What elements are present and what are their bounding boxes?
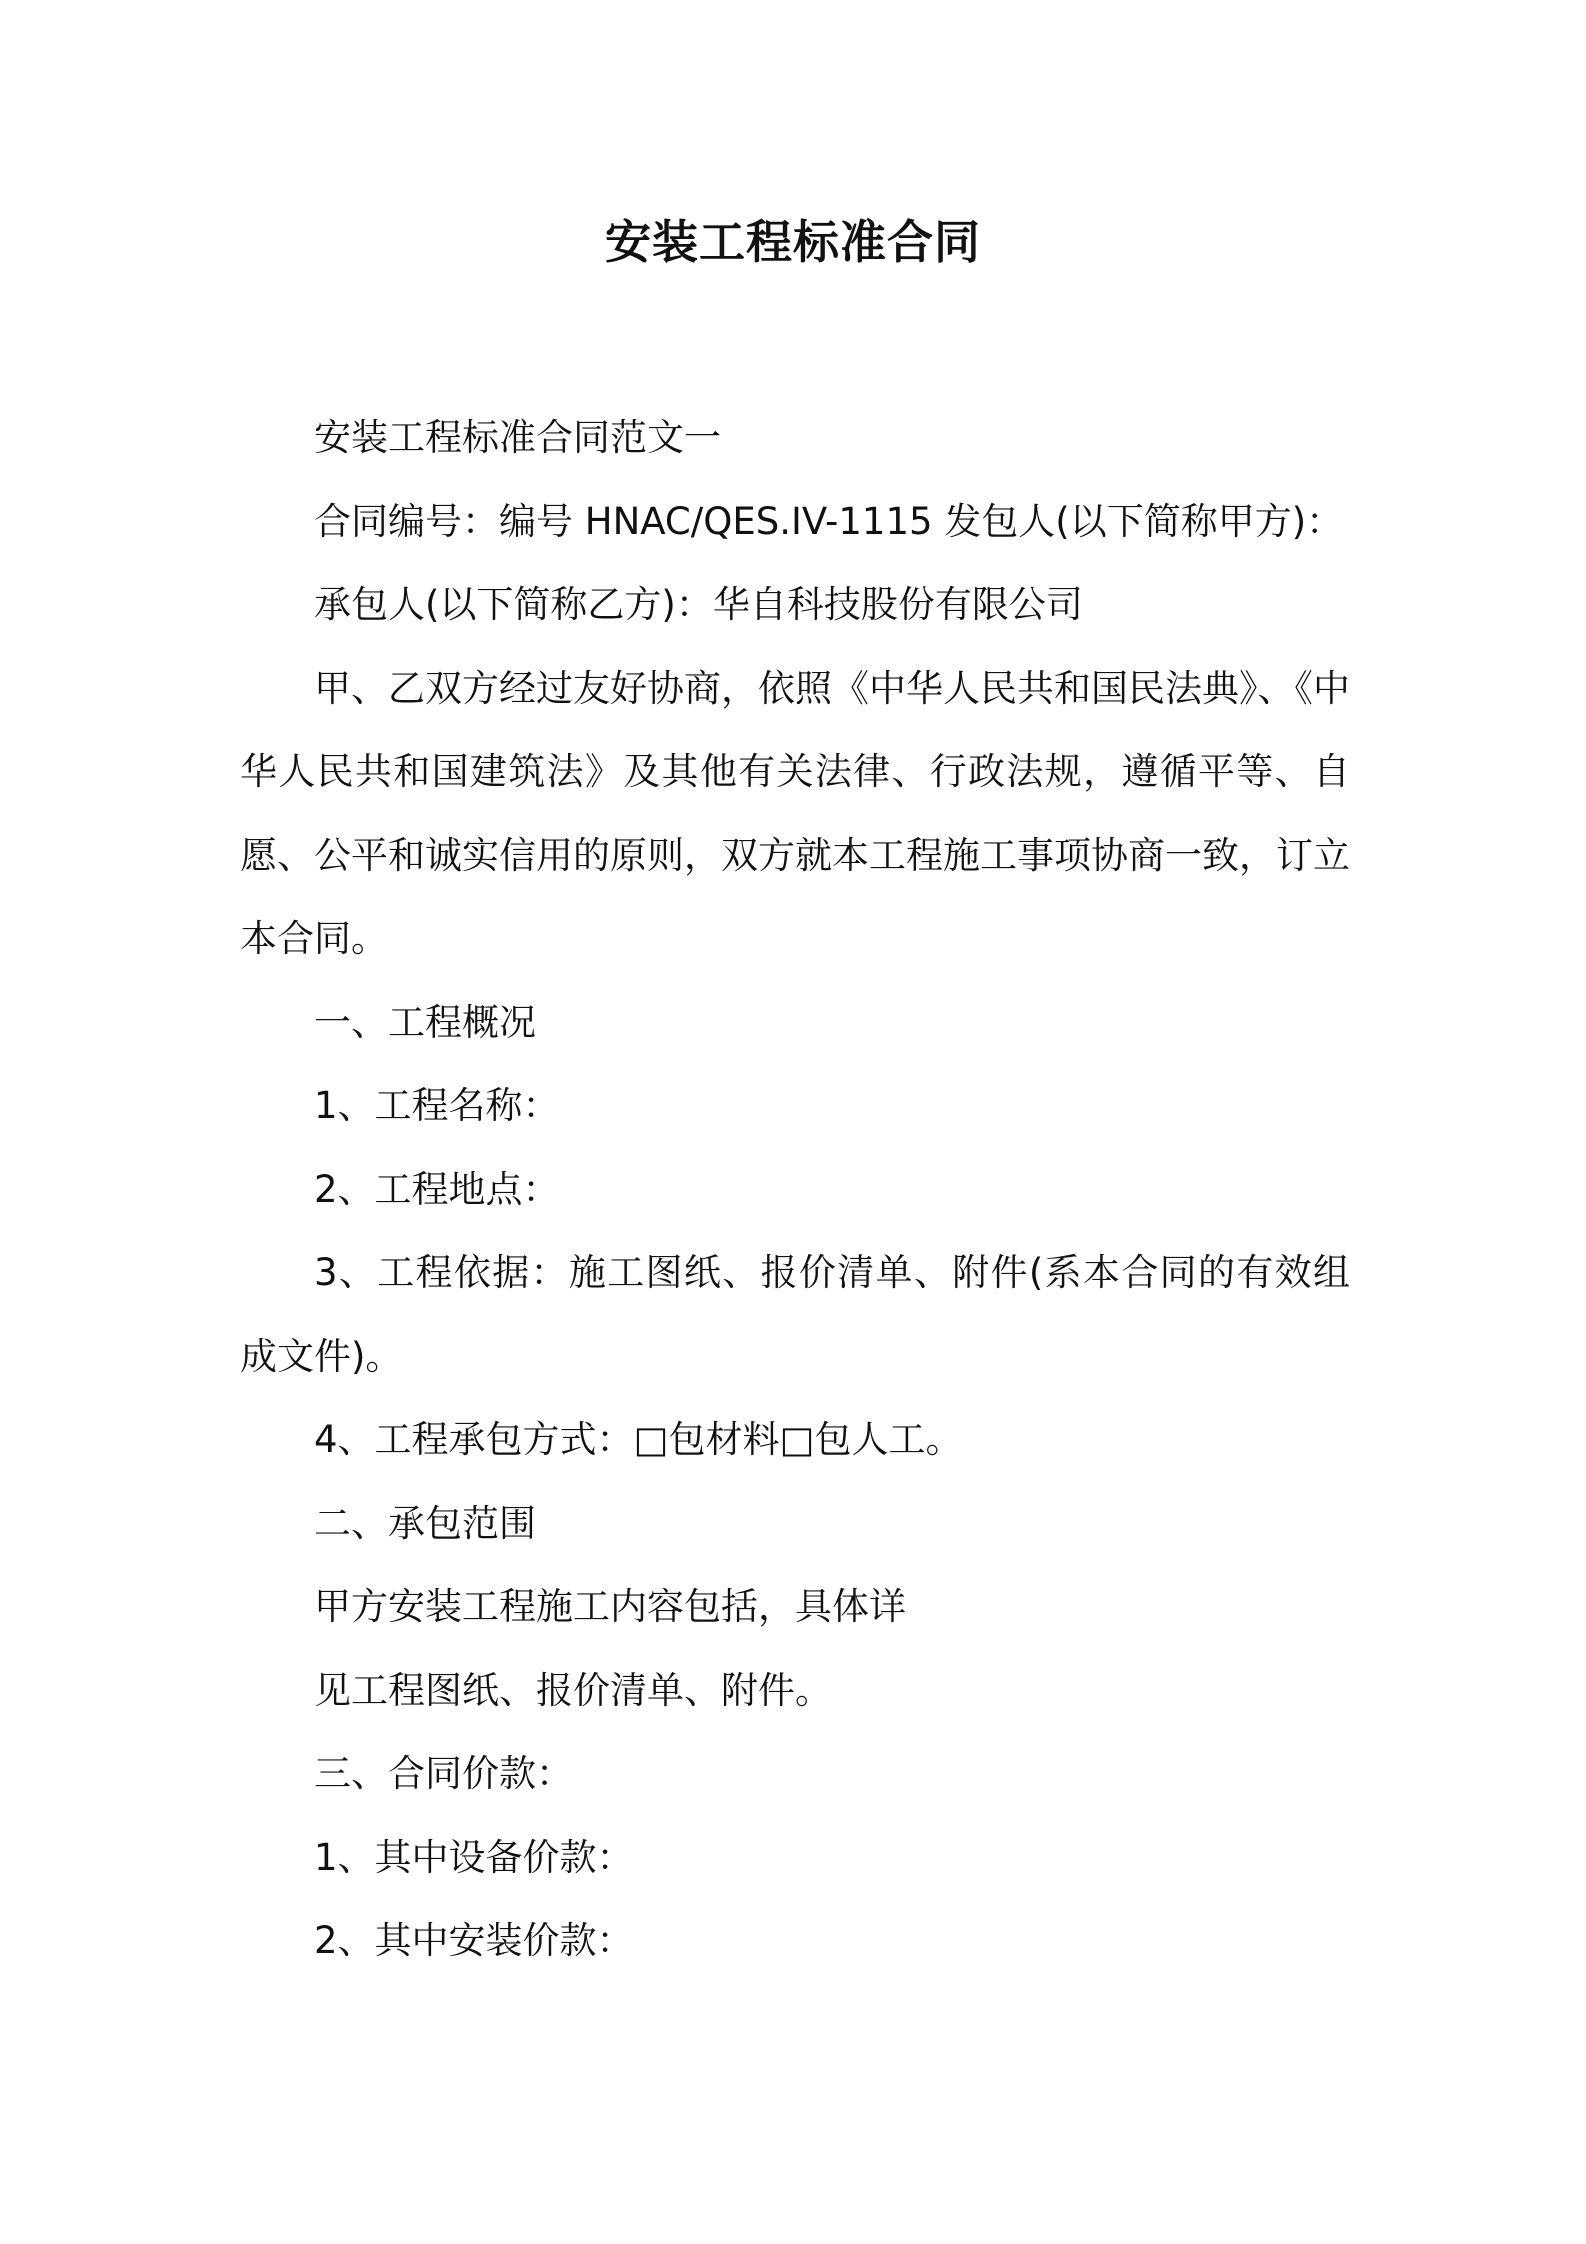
paragraph-subtitle: 安装工程标准合同范文一 bbox=[314, 416, 721, 459]
section-heading-scope: 二、承包范围 bbox=[314, 1501, 536, 1545]
list-item-project-name: 1、工程名称： bbox=[314, 1084, 560, 1127]
list-item-equipment-price: 1、其中设备价款： bbox=[314, 1835, 634, 1879]
list-item-contract-method: 4、工程承包方式：□包材料□包人工。 bbox=[314, 1418, 963, 1461]
list-item-project-location: 2、工程地点： bbox=[314, 1167, 560, 1211]
paragraph-scope-line-2: 见工程图纸、报价清单、附件。 bbox=[314, 1668, 832, 1712]
document-body bbox=[240, 396, 1350, 1983]
paragraph-scope-line-1: 甲方安装工程施工内容包括，具体详 bbox=[314, 1585, 906, 1628]
list-item-installation-price: 2、其中安装价款： bbox=[314, 1919, 634, 1962]
paragraph-contract-number: 合同编号：编号 HNAC/QES.IV-1115 发包人(以下简称甲方)： bbox=[314, 499, 1344, 543]
list-item-project-basis: 3、工程依据：施工图纸、报价清单、附件(系本合同的有效组成文件)。 bbox=[240, 1251, 1350, 1378]
paragraph-preamble: 甲、乙双方经过友好协商，依照《中华人民共和国民法典》、《中华人民共和国建筑法》及其他有关法律、行政法规，遵循平等、自愿、公平和诚实信用的原则，双方就本工程施工事项协商一致，订立本合同。 bbox=[240, 666, 1350, 960]
section-heading-price: 三、合同价款： bbox=[314, 1752, 573, 1795]
paragraph-contractor: 承包人(以下简称乙方)：华自科技股份有限公司 bbox=[314, 583, 1083, 626]
section-heading-project-overview: 一、工程概况 bbox=[314, 1000, 536, 1044]
document-title: 安装工程标准合同 bbox=[605, 215, 981, 269]
